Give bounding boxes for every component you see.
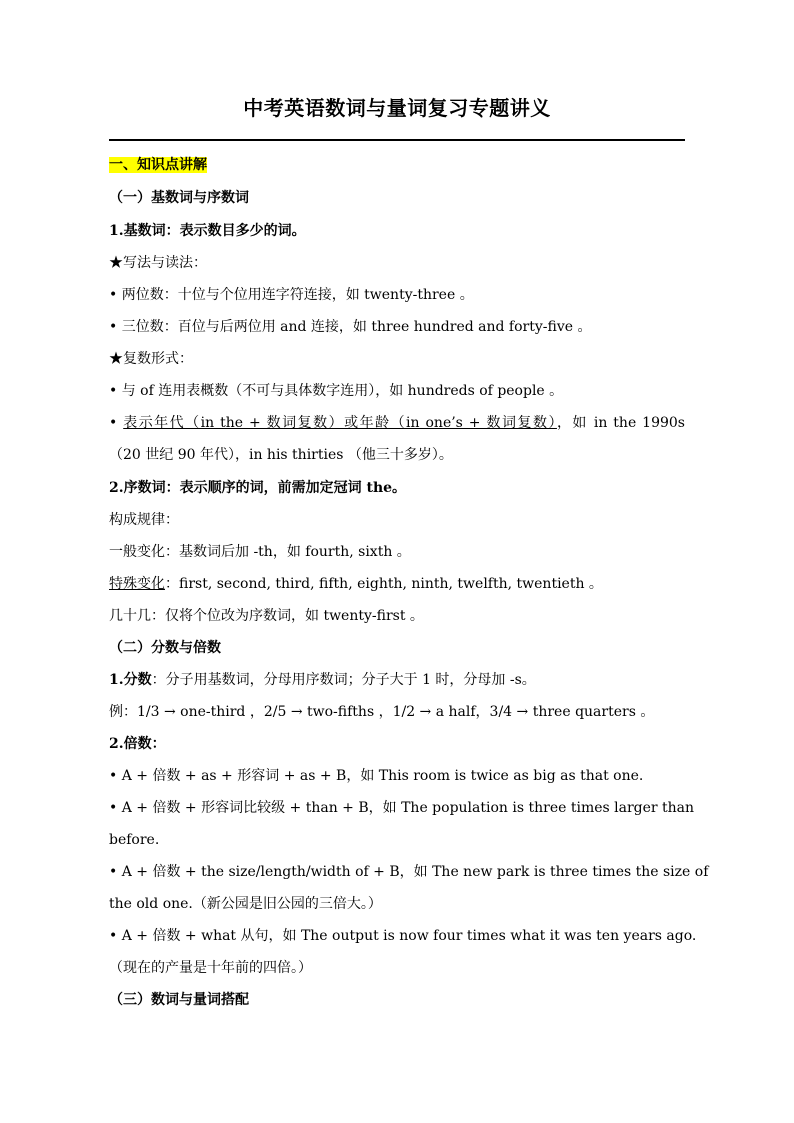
subsection-heading-2: （二）分数与倍数 bbox=[109, 640, 221, 656]
underlined-text: 表示年代（in the + 数词复数）或年龄（in one’s + 数词复数） bbox=[123, 415, 557, 431]
fraction-rest: ：分子用基数词，分母用序数词；分子大于 1 时，分母加 -s。 bbox=[151, 672, 536, 688]
special-change-rest: ：first, second, third, fifth, eighth, ninth, twelfth, twentieth 。 bbox=[165, 576, 603, 592]
general-change: 一般变化：基数词后加 -th，如 fourth, sixth 。 bbox=[109, 544, 411, 560]
bullet-multiple-2: • A + 倍数 + 形容词比较级 + than + B，如 The population is three times larger than bbox=[109, 800, 695, 816]
bullet-two-digit: • 两位数：十位与个位用连字符连接，如 twenty-three 。 bbox=[109, 287, 474, 303]
cardinal-heading: 1.基数词：表示数目多少的词。 bbox=[109, 223, 306, 239]
bullet-three-digit: • 三位数：百位与后两位用 and 连接，如 three hundred and forty-five 。 bbox=[109, 319, 592, 335]
ordinal-heading: 2.序数词：表示顺序的词，前需加定冠词 the。 bbox=[109, 480, 407, 496]
bullet-multiple-4: • A + 倍数 + what 从句，如 The output is now four times what it was ten years ago. bbox=[109, 928, 697, 944]
star-plural: ★复数形式： bbox=[109, 351, 193, 367]
plural-year-continuation: （20 世纪 90 年代），in his thirties （他三十多岁）。 bbox=[109, 447, 453, 463]
fraction-rule bbox=[109, 670, 685, 690]
bullet-plural-year bbox=[109, 413, 685, 433]
bullet-multiple-2-cont: before. bbox=[109, 832, 160, 848]
bullet-multiple-1: • A + 倍数 + as + 形容词 + as + B，如 This room is twice as big as that one. bbox=[109, 768, 644, 784]
special-change bbox=[109, 574, 685, 594]
fraction-example: 例：1/3 → one-third ，2/5 → two-fifths ，1/2 → a half，3/4 → three quarters 。 bbox=[109, 704, 655, 720]
section-heading-text: 一、知识点讲解 bbox=[109, 157, 207, 173]
bullet-multiple-3-cont: the old one.（新公园是旧公园的三倍大。） bbox=[109, 896, 382, 912]
subsection-heading-1: （一）基数词与序数词 bbox=[109, 190, 249, 206]
bullet-multiple-3: • A + 倍数 + the size/length/width of + B，如 The new park is three times the size of bbox=[109, 864, 709, 880]
subsection-heading-3: （三）数词与量词搭配 bbox=[109, 992, 249, 1008]
page-title: 中考英语数词与量词复习专题讲义 bbox=[243, 96, 551, 120]
multiple-heading: 2.倍数： bbox=[109, 736, 166, 752]
title-divider bbox=[109, 139, 685, 141]
fraction-label: 1.分数 bbox=[109, 672, 152, 688]
rule-title: 构成规律： bbox=[109, 512, 179, 528]
star-write-read: ★写法与读法： bbox=[109, 255, 207, 271]
section-heading bbox=[109, 155, 685, 175]
special-change-label: 特殊变化 bbox=[109, 576, 165, 592]
bullet-mark: • bbox=[109, 415, 124, 431]
bullet-multiple-4-cont: （现在的产量是十年前的四倍。） bbox=[109, 960, 312, 976]
tens-units: 几十几：仅将个位改为序数词，如 twenty-first 。 bbox=[109, 608, 424, 624]
plural-year-rest: ，如 in the 1990s bbox=[556, 415, 685, 431]
bullet-plural-of: • 与 of 连用表概数（不可与具体数字连用），如 hundreds of people 。 bbox=[109, 383, 564, 399]
